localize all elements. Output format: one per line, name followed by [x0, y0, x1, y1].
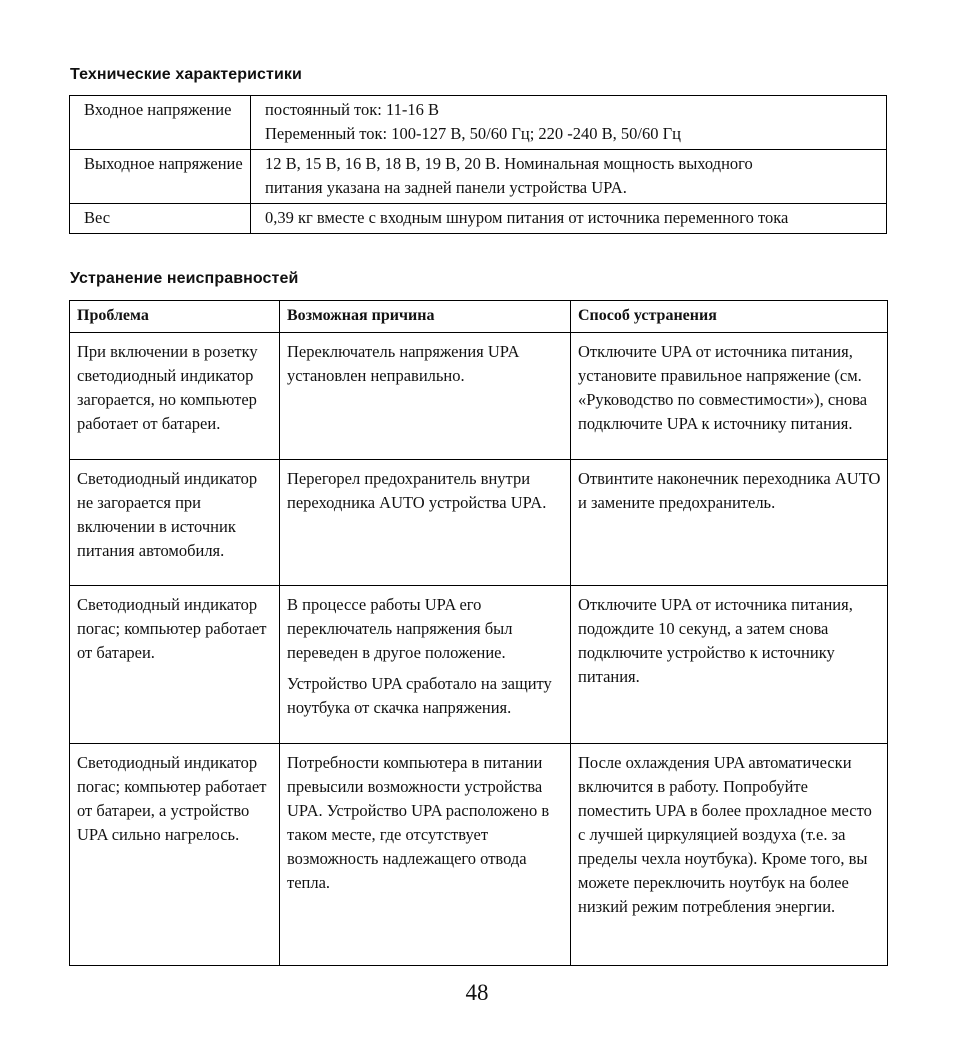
specs-row — [70, 204, 887, 234]
cause-paragraph: Переключатель напряжения UPA установлен неправильно. — [287, 342, 519, 385]
table-row — [70, 333, 888, 460]
column-header-problem: Проблема — [70, 301, 280, 333]
specs-row — [70, 96, 887, 150]
specs-label: Входное напряжение — [70, 96, 251, 150]
specs-value-line: питания указана на задней панели устройства UPA. — [265, 178, 627, 197]
problem-cell: Светодиодный индикатор погас; компьютер работает от батареи. — [70, 586, 280, 744]
cause-paragraph: В процессе работы UPA его переключатель напряжения был переведен в другое положение. — [287, 595, 513, 662]
solution-cell: Отвинтите наконечник переходника AUTO и замените предохранитель. — [571, 460, 888, 586]
specs-row — [70, 150, 887, 204]
specs-label: Выходное напряжение — [70, 150, 251, 204]
column-header-cause: Возможная причина — [280, 301, 571, 333]
solution-cell: Отключите UPA от источника питания, подождите 10 секунд, а затем снова подключите устройство к источнику питания. — [571, 586, 888, 744]
troubleshooting-heading: Устранение неисправностей — [70, 270, 299, 287]
specs-heading: Технические характеристики — [70, 66, 302, 83]
specs-value-line: постоянный ток: 11-16 В — [265, 100, 440, 119]
table-header-row — [70, 301, 888, 333]
cause-paragraph: Перегорел предохранитель внутри переходника AUTO устройства UPA. — [287, 469, 547, 512]
cause-cell — [280, 460, 571, 586]
problem-cell: При включении в розетку светодиодный индикатор загорается, но компьютер работает от батареи. — [70, 333, 280, 460]
specs-label: Вес — [70, 204, 251, 234]
specs-value — [251, 96, 887, 150]
specs-value-line: Переменный ток: 100-127 В, 50/60 Гц; 220 -240 В, 50/60 Гц — [265, 124, 681, 143]
specs-value — [251, 150, 887, 204]
solution-cell: После охлаждения UPA автоматически включится в работу. Попробуйте поместить UPA в более прохладное место с лучшей циркуляцией воздуха (т.е. за пределы чехла ноутбука). Кроме того, вы можете переключить ноутбук на более низкий режим потребления энергии. — [571, 744, 888, 966]
page-number: 48 — [465, 980, 489, 1005]
column-header-solution: Способ устранения — [571, 301, 888, 333]
cause-cell — [280, 744, 571, 966]
table-row — [70, 460, 888, 586]
problem-cell: Светодиодный индикатор не загорается при включении в источник питания автомобиля. — [70, 460, 280, 586]
troubleshooting-table — [69, 300, 888, 966]
solution-cell: Отключите UPA от источника питания, установите правильное напряжение (см. «Руководство по совместимости»), снова подключите UPA к источнику питания. — [571, 333, 888, 460]
specs-value-line: 12 В, 15 В, 16 В, 18 В, 19 В, 20 В. Номинальная мощность выходного — [265, 154, 753, 173]
cause-cell — [280, 333, 571, 460]
problem-cell: Светодиодный индикатор погас; компьютер работает от батареи, а устройство UPA сильно нагрелось. — [70, 744, 280, 966]
cause-paragraph: Устройство UPA сработало на защиту ноутбука от скачка напряжения. — [287, 674, 552, 717]
table-row — [70, 586, 888, 744]
cause-cell — [280, 586, 571, 744]
table-row — [70, 744, 888, 966]
specs-value-line: 0,39 кг вместе с входным шнуром питания от источника переменного тока — [265, 208, 789, 227]
specs-value — [251, 204, 887, 234]
specs-table — [69, 95, 887, 234]
cause-paragraph: Потребности компьютера в питании превысили возможности устройства UPA. Устройство UPA расположено в таком месте, где отсутствует возможность надлежащего отвода тепла. — [287, 753, 550, 892]
